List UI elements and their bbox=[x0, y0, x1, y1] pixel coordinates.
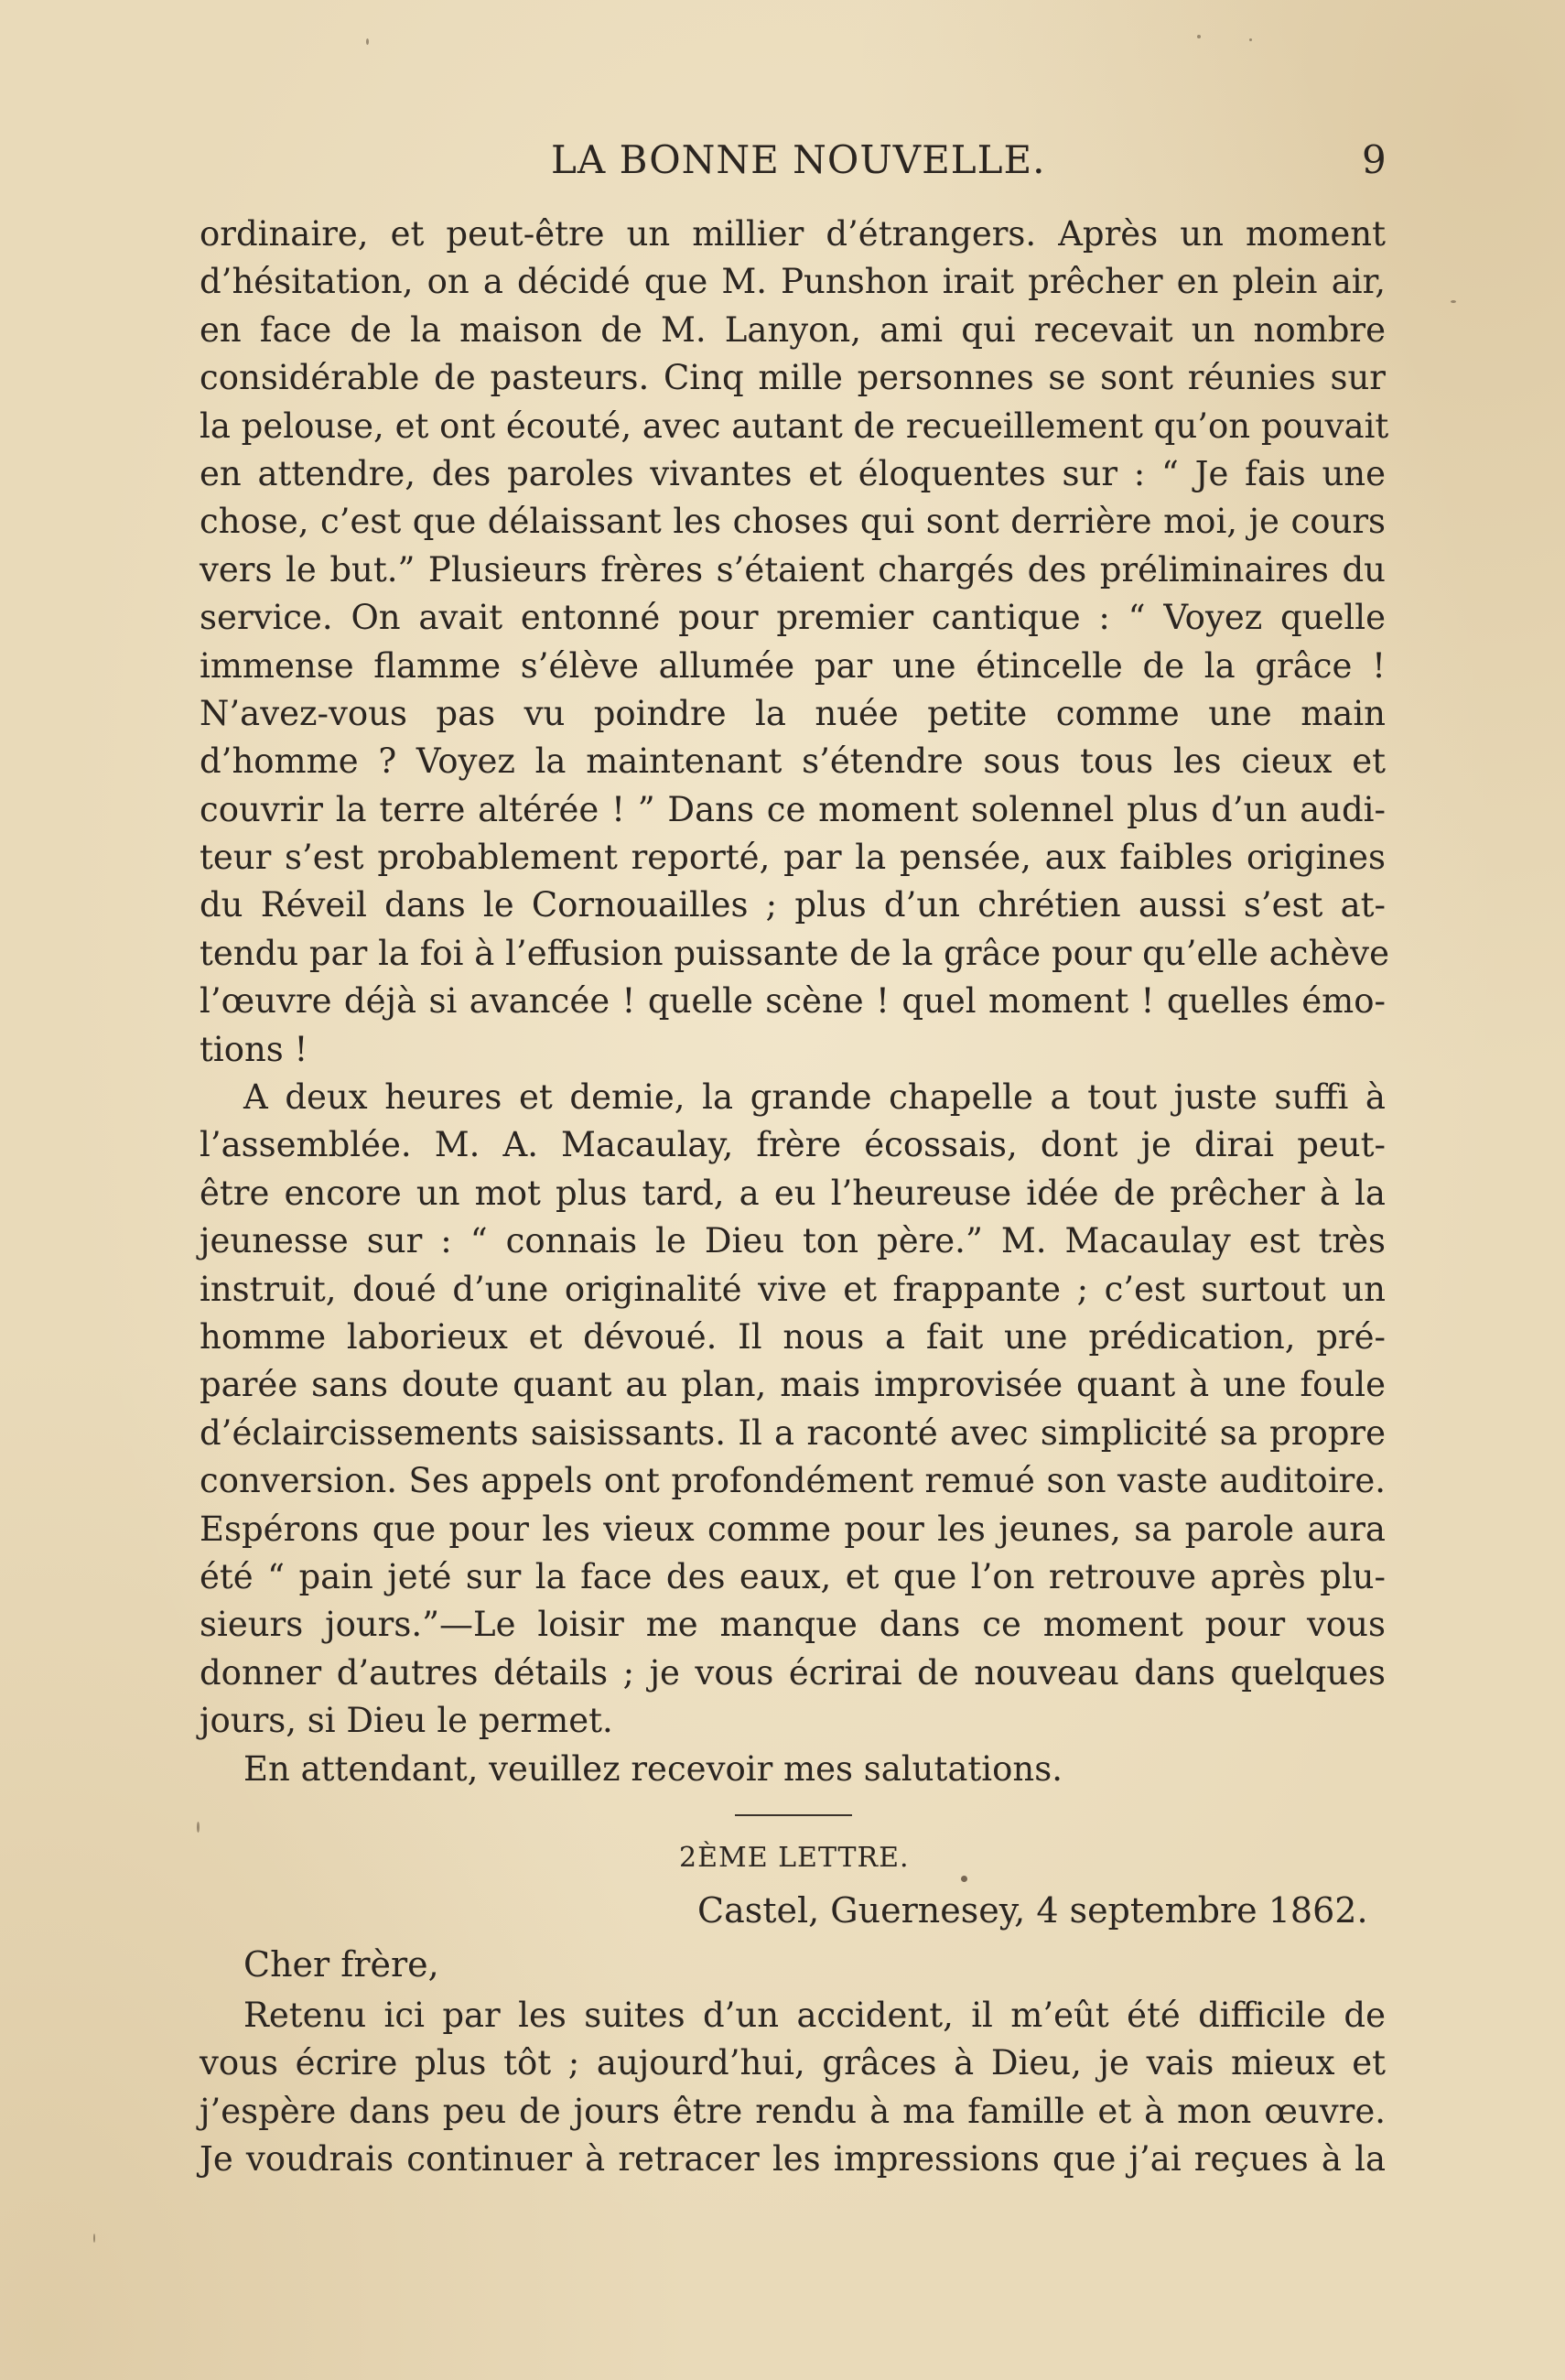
text-line: considérable de pasteurs. Cinq mille personnes se sont réunies sur bbox=[200, 358, 1386, 398]
text-line: teur s’est probablement reporté, par la pensée, aux faibles origines bbox=[200, 838, 1386, 878]
text-line: être encore un mot plus tard, a eu l’heureuse idée de prêcher à la bbox=[200, 1173, 1386, 1213]
text-line: service. On avait entonné pour premier cantique : “ Voyez quelle bbox=[200, 598, 1386, 638]
text-line: Je voudrais continuer à retracer les impressions que j’ai reçues à la bbox=[200, 2139, 1386, 2180]
running-header bbox=[0, 137, 1565, 192]
text-line: en attendre, des paroles vivantes et éloquentes sur : “ Je fais une bbox=[200, 453, 1386, 493]
paper-speck bbox=[1197, 35, 1201, 38]
text-line: en face de la maison de M. Lanyon, ami qui recevait un nombre bbox=[200, 309, 1386, 350]
letter-body bbox=[200, 1992, 1386, 2184]
paper-speck bbox=[1249, 38, 1252, 41]
letter-heading: 2ÈME LETTRE. bbox=[679, 1842, 910, 1874]
text-line: couvrir la terre altérée ! ” Dans ce moment solennel plus d’un audi- bbox=[200, 789, 1386, 829]
text-line: sieurs jours.”—Le loisir me manque dans ce moment pour vous bbox=[200, 1605, 1386, 1645]
paragraph-start-line: A deux heures et demie, la grande chapelle a tout juste suffi à bbox=[243, 1077, 1386, 1118]
section-divider bbox=[735, 1814, 852, 1816]
paper-speck bbox=[366, 38, 369, 45]
page-number: 9 bbox=[1362, 137, 1387, 182]
text-line: vers le but.” Plusieurs frères s’étaient chargés des préliminaires du bbox=[200, 549, 1386, 590]
letter-dateline: Castel, Guernesey, 4 septembre 1862. bbox=[697, 1890, 1368, 1931]
closing-line: En attendant, veuillez recevoir mes salutations. bbox=[243, 1748, 1063, 1789]
paper-speck bbox=[961, 1876, 967, 1882]
text-line: Espérons que pour les vieux comme pour les jeunes, sa parole aura bbox=[200, 1509, 1386, 1549]
text-line: N’avez-vous pas vu poindre la nuée petite comme une main bbox=[200, 693, 1386, 733]
text-line: vous écrire plus tôt ; aujourd’hui, grâces à Dieu, je vais mieux et bbox=[200, 2043, 1386, 2083]
text-line: la pelouse, et ont écouté, avec autant de recueillement qu’on pouvait bbox=[200, 406, 1389, 446]
text-line: d’homme ? Voyez la maintenant s’étendre sous tous les cieux et bbox=[200, 741, 1386, 782]
text-line: homme laborieux et dévoué. Il nous a fait une prédication, pré- bbox=[200, 1316, 1386, 1357]
text-line: donner d’autres détails ; je vous écrirai de nouveau dans quelques bbox=[200, 1652, 1386, 1693]
text-line: d’éclaircissements saisissants. Il a raconté avec simplicité sa propre bbox=[200, 1412, 1386, 1453]
paper-speck bbox=[93, 2234, 95, 2243]
text-line: jeunesse sur : “ connais le Dieu ton père.” M. Macaulay est très bbox=[200, 1221, 1386, 1261]
paper-speck bbox=[197, 1822, 200, 1833]
letter-salutation: Cher frère, bbox=[243, 1944, 439, 1985]
body-text bbox=[200, 211, 1389, 1793]
paragraph-start-line: Retenu ici par les suites d’un accident, il m’eût été difficile de bbox=[243, 1996, 1386, 2035]
text-line: d’hésitation, on a décidé que M. Punshon irait prêcher en plein air, bbox=[200, 262, 1386, 302]
text-line: du Réveil dans le Cornouailles ; plus d’un chrétien aussi s’est at- bbox=[200, 885, 1386, 925]
text-line: l’œuvre déjà si avancée ! quelle scène ! quel moment ! quelles émo- bbox=[200, 981, 1386, 1022]
text-line: instruit, doué d’une originalité vive et frappante ; c’est surtout un bbox=[200, 1269, 1386, 1309]
paper-speck bbox=[1451, 300, 1456, 303]
text-line: parée sans doute quant au plan, mais improvisée quant à une foule bbox=[200, 1365, 1386, 1405]
running-title: LA BONNE NOUVELLE. bbox=[551, 137, 1046, 182]
text-line: tions ! bbox=[200, 1029, 308, 1069]
text-line: jours, si Dieu le permet. bbox=[200, 1701, 613, 1741]
text-line: été “ pain jeté sur la face des eaux, et que l’on retrouve après plu- bbox=[200, 1556, 1386, 1596]
text-line: ordinaire, et peut-être un millier d’étrangers. Après un moment bbox=[200, 214, 1386, 254]
text-line: l’assemblée. M. A. Macaulay, frère écossais, dont je dirai peut- bbox=[200, 1125, 1386, 1165]
text-line: chose, c’est que délaissant les choses qui sont derrière moi, je cours bbox=[200, 502, 1386, 542]
text-line: tendu par la foi à l’effusion puissante de la grâce pour qu’elle achève bbox=[200, 933, 1389, 973]
text-line: conversion. Ses appels ont profondément remué son vaste auditoire. bbox=[200, 1461, 1386, 1501]
text-line: j’espère dans peu de jours être rendu à ma famille et à mon œuvre. bbox=[200, 2091, 1386, 2131]
text-line: immense flamme s’élève allumée par une étincelle de la grâce ! bbox=[200, 645, 1386, 686]
